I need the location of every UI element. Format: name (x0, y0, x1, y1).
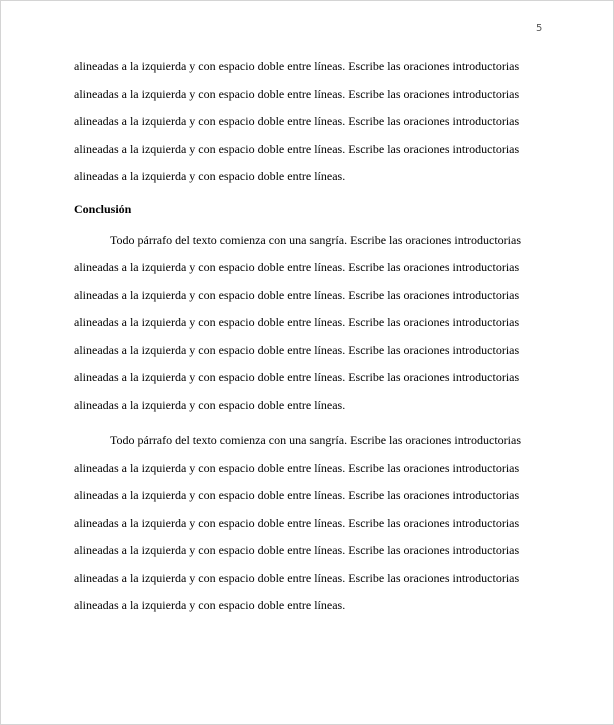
text-line: alineadas a la izquierda y con espacio doble entre líneas. Escribe las oraciones introductorias (74, 370, 520, 384)
text-line: alineadas a la izquierda y con espacio doble entre líneas. Escribe las oraciones introductorias (74, 488, 520, 502)
text-line: Todo párrafo del texto comienza con una sangría. Escribe las oraciones introductorias (110, 433, 522, 447)
text-line: alineadas a la izquierda y con espacio doble entre líneas. (74, 169, 346, 183)
text-line: alineadas a la izquierda y con espacio doble entre líneas. Escribe las oraciones introductorias (74, 570, 520, 585)
text-line: alineadas a la izquierda y con espacio doble entre líneas. (74, 598, 346, 612)
page-number: 5 (536, 23, 543, 34)
text-line: alineadas a la izquierda y con espacio doble entre líneas. Escribe las oraciones introductorias (74, 342, 520, 357)
text-line: alineadas a la izquierda y con espacio doble entre líneas. Escribe las oraciones introductorias (74, 260, 520, 274)
paragraph-spacer (74, 419, 534, 427)
document-body[interactable] (74, 53, 534, 620)
continuation-paragraph (74, 53, 534, 191)
text-line: alineadas a la izquierda y con espacio doble entre líneas. Escribe las oraciones introductorias (74, 141, 520, 156)
text-line: alineadas a la izquierda y con espacio doble entre líneas. Escribe las oraciones introductorias (74, 114, 520, 128)
text-line: alineadas a la izquierda y con espacio doble entre líneas. Escribe las oraciones introductorias (74, 287, 520, 302)
section-heading-conclusion: Conclusión (74, 201, 132, 216)
text-line: alineadas a la izquierda y con espacio doble entre líneas. Escribe las oraciones introductorias (74, 515, 520, 530)
text-line: Todo párrafo del texto comienza con una sangría. Escribe las oraciones introductorias (110, 232, 522, 247)
text-line: alineadas a la izquierda y con espacio doble entre líneas. Escribe las oraciones introductorias (74, 59, 520, 73)
text-line: alineadas a la izquierda y con espacio doble entre líneas. Escribe las oraciones introductorias (74, 543, 520, 557)
text-line: alineadas a la izquierda y con espacio doble entre líneas. Escribe las oraciones introductorias (74, 86, 520, 101)
text-line: alineadas a la izquierda y con espacio doble entre líneas. (74, 397, 346, 412)
text-line: alineadas a la izquierda y con espacio doble entre líneas. Escribe las oraciones introductorias (74, 460, 520, 475)
conclusion-paragraph-2 (74, 427, 534, 620)
conclusion-paragraph-1 (74, 227, 534, 420)
text-line: alineadas a la izquierda y con espacio doble entre líneas. Escribe las oraciones introductorias (74, 315, 520, 329)
